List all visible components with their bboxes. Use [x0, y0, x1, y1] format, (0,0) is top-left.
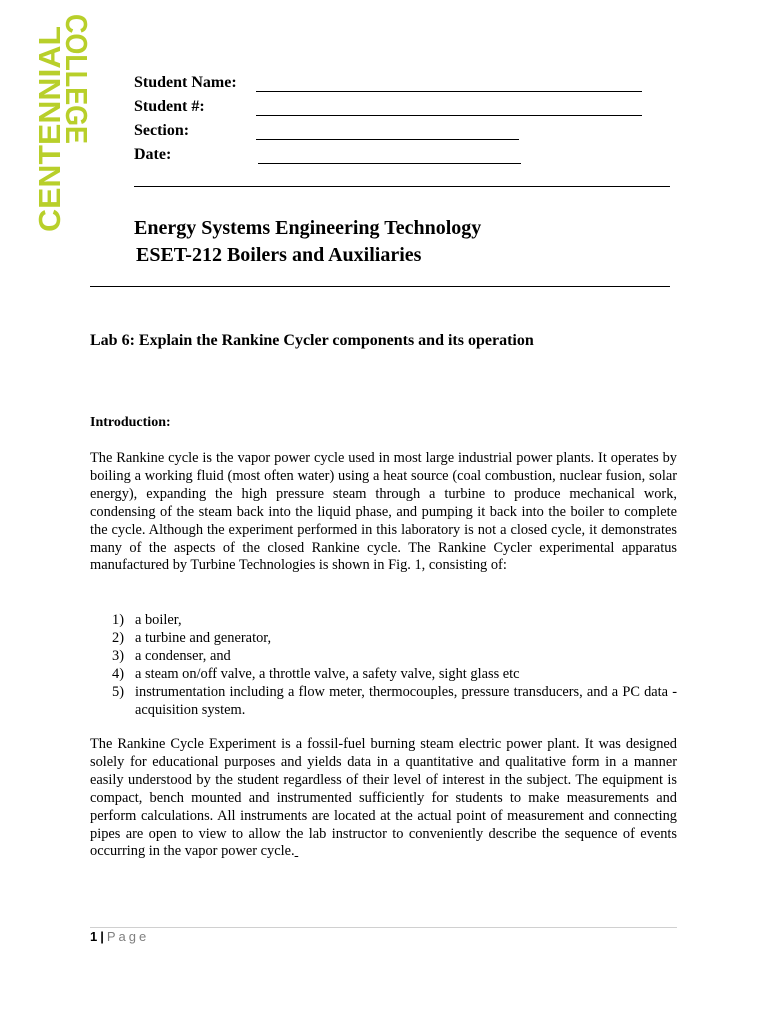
introduction-heading: Introduction: [90, 415, 171, 430]
page-footer [90, 929, 149, 944]
list-text: instrumentation including a flow meter, thermocouples, pressure transducers, and a PC data -acquisition system. [135, 683, 677, 718]
course-title: ESET-212 Boilers and Auxiliaries [136, 244, 422, 266]
student-name-line[interactable] [256, 91, 642, 92]
list-number: 4) [112, 665, 124, 682]
list-number: 5) [112, 683, 124, 700]
list-number: 3) [112, 647, 124, 664]
logo-line-college: COLLEGE [59, 14, 94, 164]
experiment-paragraph [90, 736, 677, 861]
list-item [112, 612, 677, 630]
field-label: Student #: [134, 98, 205, 115]
list-item [112, 630, 677, 648]
list-text: a boiler, [135, 612, 182, 628]
component-list [112, 612, 677, 719]
field-label: Student Name: [134, 74, 237, 91]
list-number: 1) [112, 612, 124, 628]
trailing-space [295, 843, 299, 859]
footer-divider [90, 927, 677, 928]
intro-paragraph: The Rankine cycle is the vapor power cycle used in most large industrial power plants. It operates by boiling a working fluid (most often water) using a heat source (coal combustion, nuclear fusion, solar energy), expanding the high pressure steam through a turbine to produce mechanical work, condensing of the steam back into the liquid phase, and pumping it back into the boiler to complete the cycle. Although the experiment performed in this laboratory is not a closed cycle, it demonstrates many of the aspects of the closed Rankine cycle. The Rankine Cycler experimental apparatus manufactured by Turbine Technologies is shown in Fig. 1, consisting of: [90, 450, 677, 574]
title-divider [90, 286, 670, 287]
experiment-text: The Rankine Cycle Experiment is a fossil-fuel burning steam electric power plant. It was designed solely for educational purposes and yields data in a quantitative and qualitative form in a manner easily understood by the student regardless of their level of interest in the subject. The equipment is compact, bench mounted and instrumented sufficiently for students to make measurements and perform calculations. All instruments are located at the actual point of measurement and connecting pipes are open to view to allow the lab instructor to conveniently describe the sequence of events occurring in the vapor power cycle. [90, 736, 677, 860]
college-logo [30, 14, 100, 232]
list-item [112, 666, 677, 684]
field-label: Date: [134, 146, 172, 163]
student-number-line[interactable] [256, 115, 642, 116]
footer-separator: | [100, 929, 104, 944]
date-line[interactable] [258, 163, 521, 164]
logo-line-centennial: CENTENNIAL [32, 32, 67, 232]
page-word: Page [106, 929, 150, 944]
header-divider [134, 186, 670, 187]
list-text: a steam on/off valve, a throttle valve, a safety valve, sight glass etc [135, 665, 520, 682]
list-item [112, 648, 677, 666]
list-item [112, 684, 677, 720]
program-title: Energy Systems Engineering Technology [134, 217, 482, 239]
list-number: 2) [112, 629, 124, 646]
section-line[interactable] [256, 139, 519, 140]
page-number: 1 [90, 929, 98, 944]
lab-title: Lab 6: Explain the Rankine Cycler components and its operation [90, 332, 534, 349]
field-label: Section: [134, 122, 190, 139]
list-text: a condenser, and [135, 647, 231, 664]
list-text: a turbine and generator, [135, 629, 272, 646]
